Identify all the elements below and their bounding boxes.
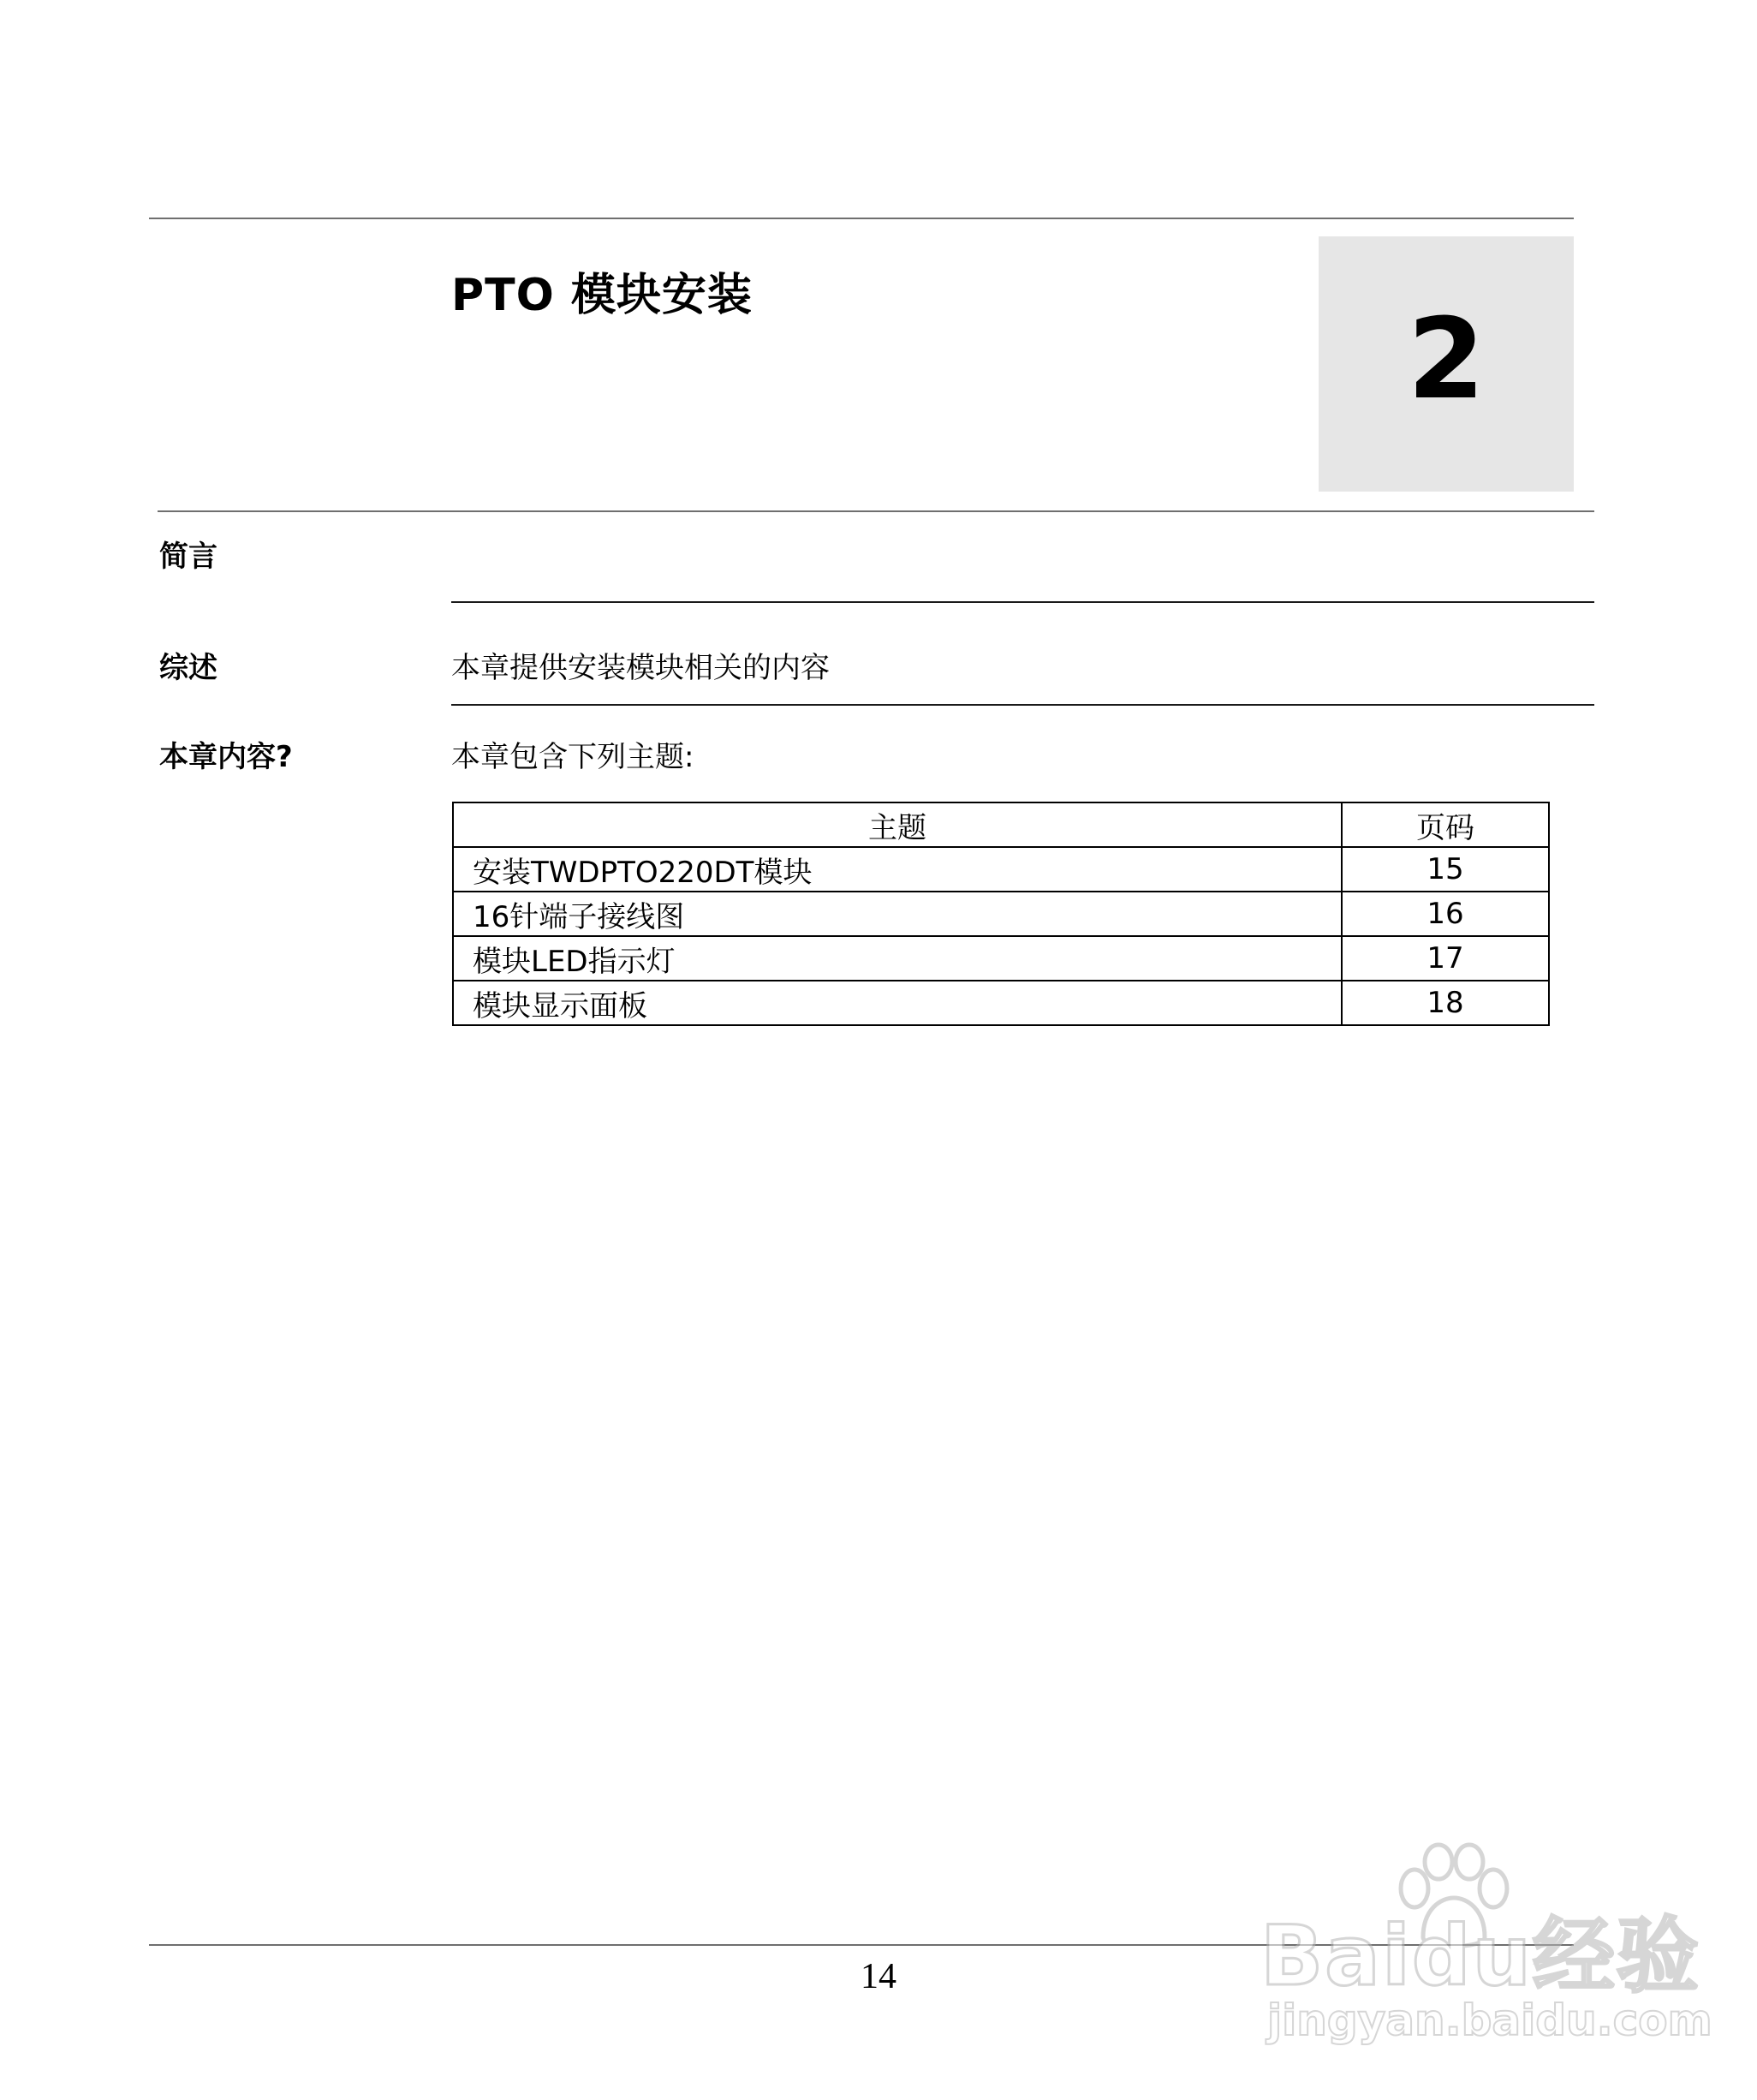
overview-rule: [451, 601, 1594, 603]
contents-rule: [451, 704, 1594, 706]
topics-table: [452, 802, 1550, 1026]
contents-label: 本章内容?: [159, 740, 293, 774]
chapter-number-box: [1319, 236, 1574, 492]
table-cell-page: 15: [1342, 847, 1549, 892]
table-cell-page: 16: [1342, 892, 1549, 936]
table-cell-topic: 模块LED指示灯: [453, 936, 1342, 981]
overview-label: 综述: [159, 651, 217, 685]
table-cell-page: 17: [1342, 936, 1549, 981]
watermark-url: jingyan.baidu.com: [1267, 1996, 1712, 2045]
overview-text: 本章提供安装模块相关的内容: [451, 651, 830, 685]
chapter-title: PTO 模块安装: [451, 270, 753, 321]
watermark-brand: Baidu经验: [1260, 1908, 1700, 2004]
page-number: 14: [861, 1957, 896, 1996]
table-header-row: [453, 802, 1549, 847]
table-cell-topic: 16针端子接线图: [453, 892, 1342, 936]
table-header-topic: 主题: [453, 802, 1342, 847]
baidu-watermark: [1260, 1841, 1712, 2064]
table-cell-topic: 安装TWDPTO220DT模块: [453, 847, 1342, 892]
table-row: [453, 981, 1549, 1025]
table-header-page: 页码: [1342, 802, 1549, 847]
table-cell-topic: 模块显示面板: [453, 981, 1342, 1025]
table-row: [453, 936, 1549, 981]
header-rule: [149, 218, 1574, 219]
section-rule: [158, 510, 1594, 512]
intro-label: 简言: [159, 540, 217, 574]
table-row: [453, 892, 1549, 936]
table-cell-page: 18: [1342, 981, 1549, 1025]
contents-text: 本章包含下列主题:: [451, 740, 694, 774]
table-row: [453, 847, 1549, 892]
chapter-number: 2: [1407, 294, 1486, 424]
